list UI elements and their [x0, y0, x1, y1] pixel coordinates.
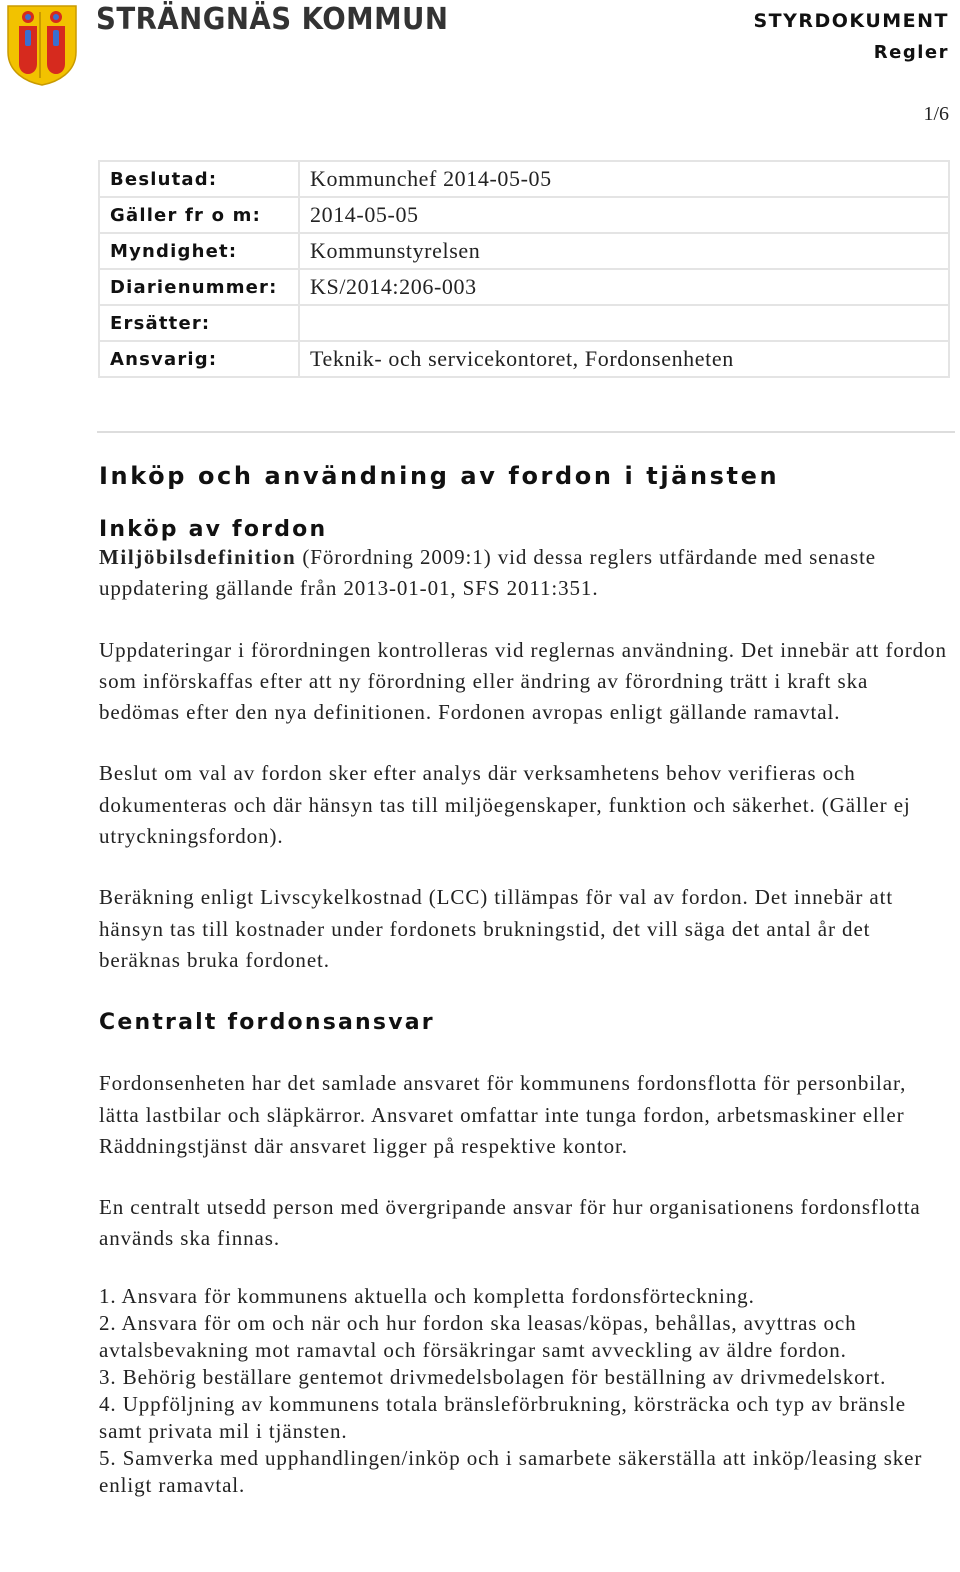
metadata-row [99, 341, 949, 377]
bold-term: Miljöbilsdefinition [99, 545, 297, 569]
metadata-label: Ersätter: [99, 305, 299, 341]
list-item: 2. Ansvara för om och när och hur fordon ska leasas/köpas, behållas, avyttras och avtalsbevakning mot ramavtal och försäkringar samt avveckling av äldre fordon. [99, 1310, 857, 1362]
municipality-name: STRÄNGNÄS KOMMUN [96, 2, 449, 37]
section-heading-inkop: Inköp av fordon [99, 517, 328, 542]
metadata-value: Teknik- och servicekontoret, Fordonsenheten [299, 341, 949, 377]
metadata-label: Ansvarig: [99, 341, 299, 377]
metadata-label: Diarienummer: [99, 269, 299, 305]
metadata-row [99, 233, 949, 269]
document-body [99, 458, 951, 1499]
paragraph: Beräkning enligt Livscykelkostnad (LCC) tillämpas för val av fordon. Det innebär att hänsyn tas till kostnader under fordonets brukningstid, det vill säga det antal år det beräknas bruka fordonet. [99, 885, 894, 972]
section-divider [97, 431, 955, 433]
paragraph [99, 542, 951, 605]
responsibility-list [99, 1283, 951, 1499]
metadata-row [99, 197, 949, 233]
document-subtype: Regler [873, 42, 949, 63]
document-type: STYRDOKUMENT [753, 10, 949, 32]
metadata-value [299, 305, 949, 341]
metadata-value: Kommunstyrelsen [299, 233, 949, 269]
metadata-row [99, 161, 949, 197]
metadata-label: Myndighet: [99, 233, 299, 269]
metadata-row [99, 269, 949, 305]
metadata-value: 2014-05-05 [299, 197, 949, 233]
metadata-label: Beslutad: [99, 161, 299, 197]
metadata-value: Kommunchef 2014-05-05 [299, 161, 949, 197]
page-header [0, 0, 960, 125]
document-title: Inköp och användning av fordon i tjänsten [99, 462, 780, 490]
list-item: 4. Uppföljning av kommunens totala bränsleförbrukning, körsträcka och typ av bränsle samt privata mil i tjänsten. [99, 1391, 906, 1443]
metadata-value: KS/2014:206-003 [299, 269, 949, 305]
section-heading-centralt: Centralt fordonsansvar [99, 1010, 435, 1036]
coat-of-arms-logo [6, 4, 78, 86]
metadata-row [99, 305, 949, 341]
paragraph: Uppdateringar i förordningen kontrolleras vid reglernas användning. Det innebär att fordon som införskaffas efter att ny förordning eller ändring av förordning trätt i kraft ska bedömas efter den nya definitionen. Fordonen avropas enligt gällande ramavtal. [99, 637, 947, 725]
paragraph: En centralt utsedd person med övergripande ansvar för hur organisationens fordonsflotta används ska finnas. [99, 1195, 921, 1251]
paragraph: Beslut om val av fordon sker efter analys där verksamhetens behov verifieras och dokumenteras och där hänsyn tas till miljöegenskaper, funktion och säkerhet. (Gäller ej utryckningsfordon). [99, 761, 911, 849]
list-item: 3. Behörig beställare gentemot drivmedelsbolagen för beställning av drivmedelskort. [99, 1364, 887, 1389]
document-metadata-table [98, 160, 950, 378]
metadata-label: Gäller fr o m: [99, 197, 299, 233]
paragraph: Fordonsenheten har det samlade ansvaret för kommunens fordonsflotta för personbilar, lätta lastbilar och släpkärror. Ansvaret omfattar inte tunga fordon, arbetsmaskiner eller Räddningstjänst där ansvaret ligger på respektive kontor. [99, 1071, 907, 1158]
paragraph-text: (Förordning 2009:1) vid dessa reglers utfärdande med senaste uppdatering gällande från 2013-01-01, SFS 2011:351. [99, 545, 877, 601]
page-number: 1/6 [923, 103, 949, 125]
list-item: 1. Ansvara för kommunens aktuella och kompletta fordonsförteckning. [99, 1283, 755, 1308]
list-item: 5. Samverka med upphandlingen/inköp och i samarbete säkerställa att inköp/leasing sker enligt ramavtal. [99, 1445, 923, 1497]
